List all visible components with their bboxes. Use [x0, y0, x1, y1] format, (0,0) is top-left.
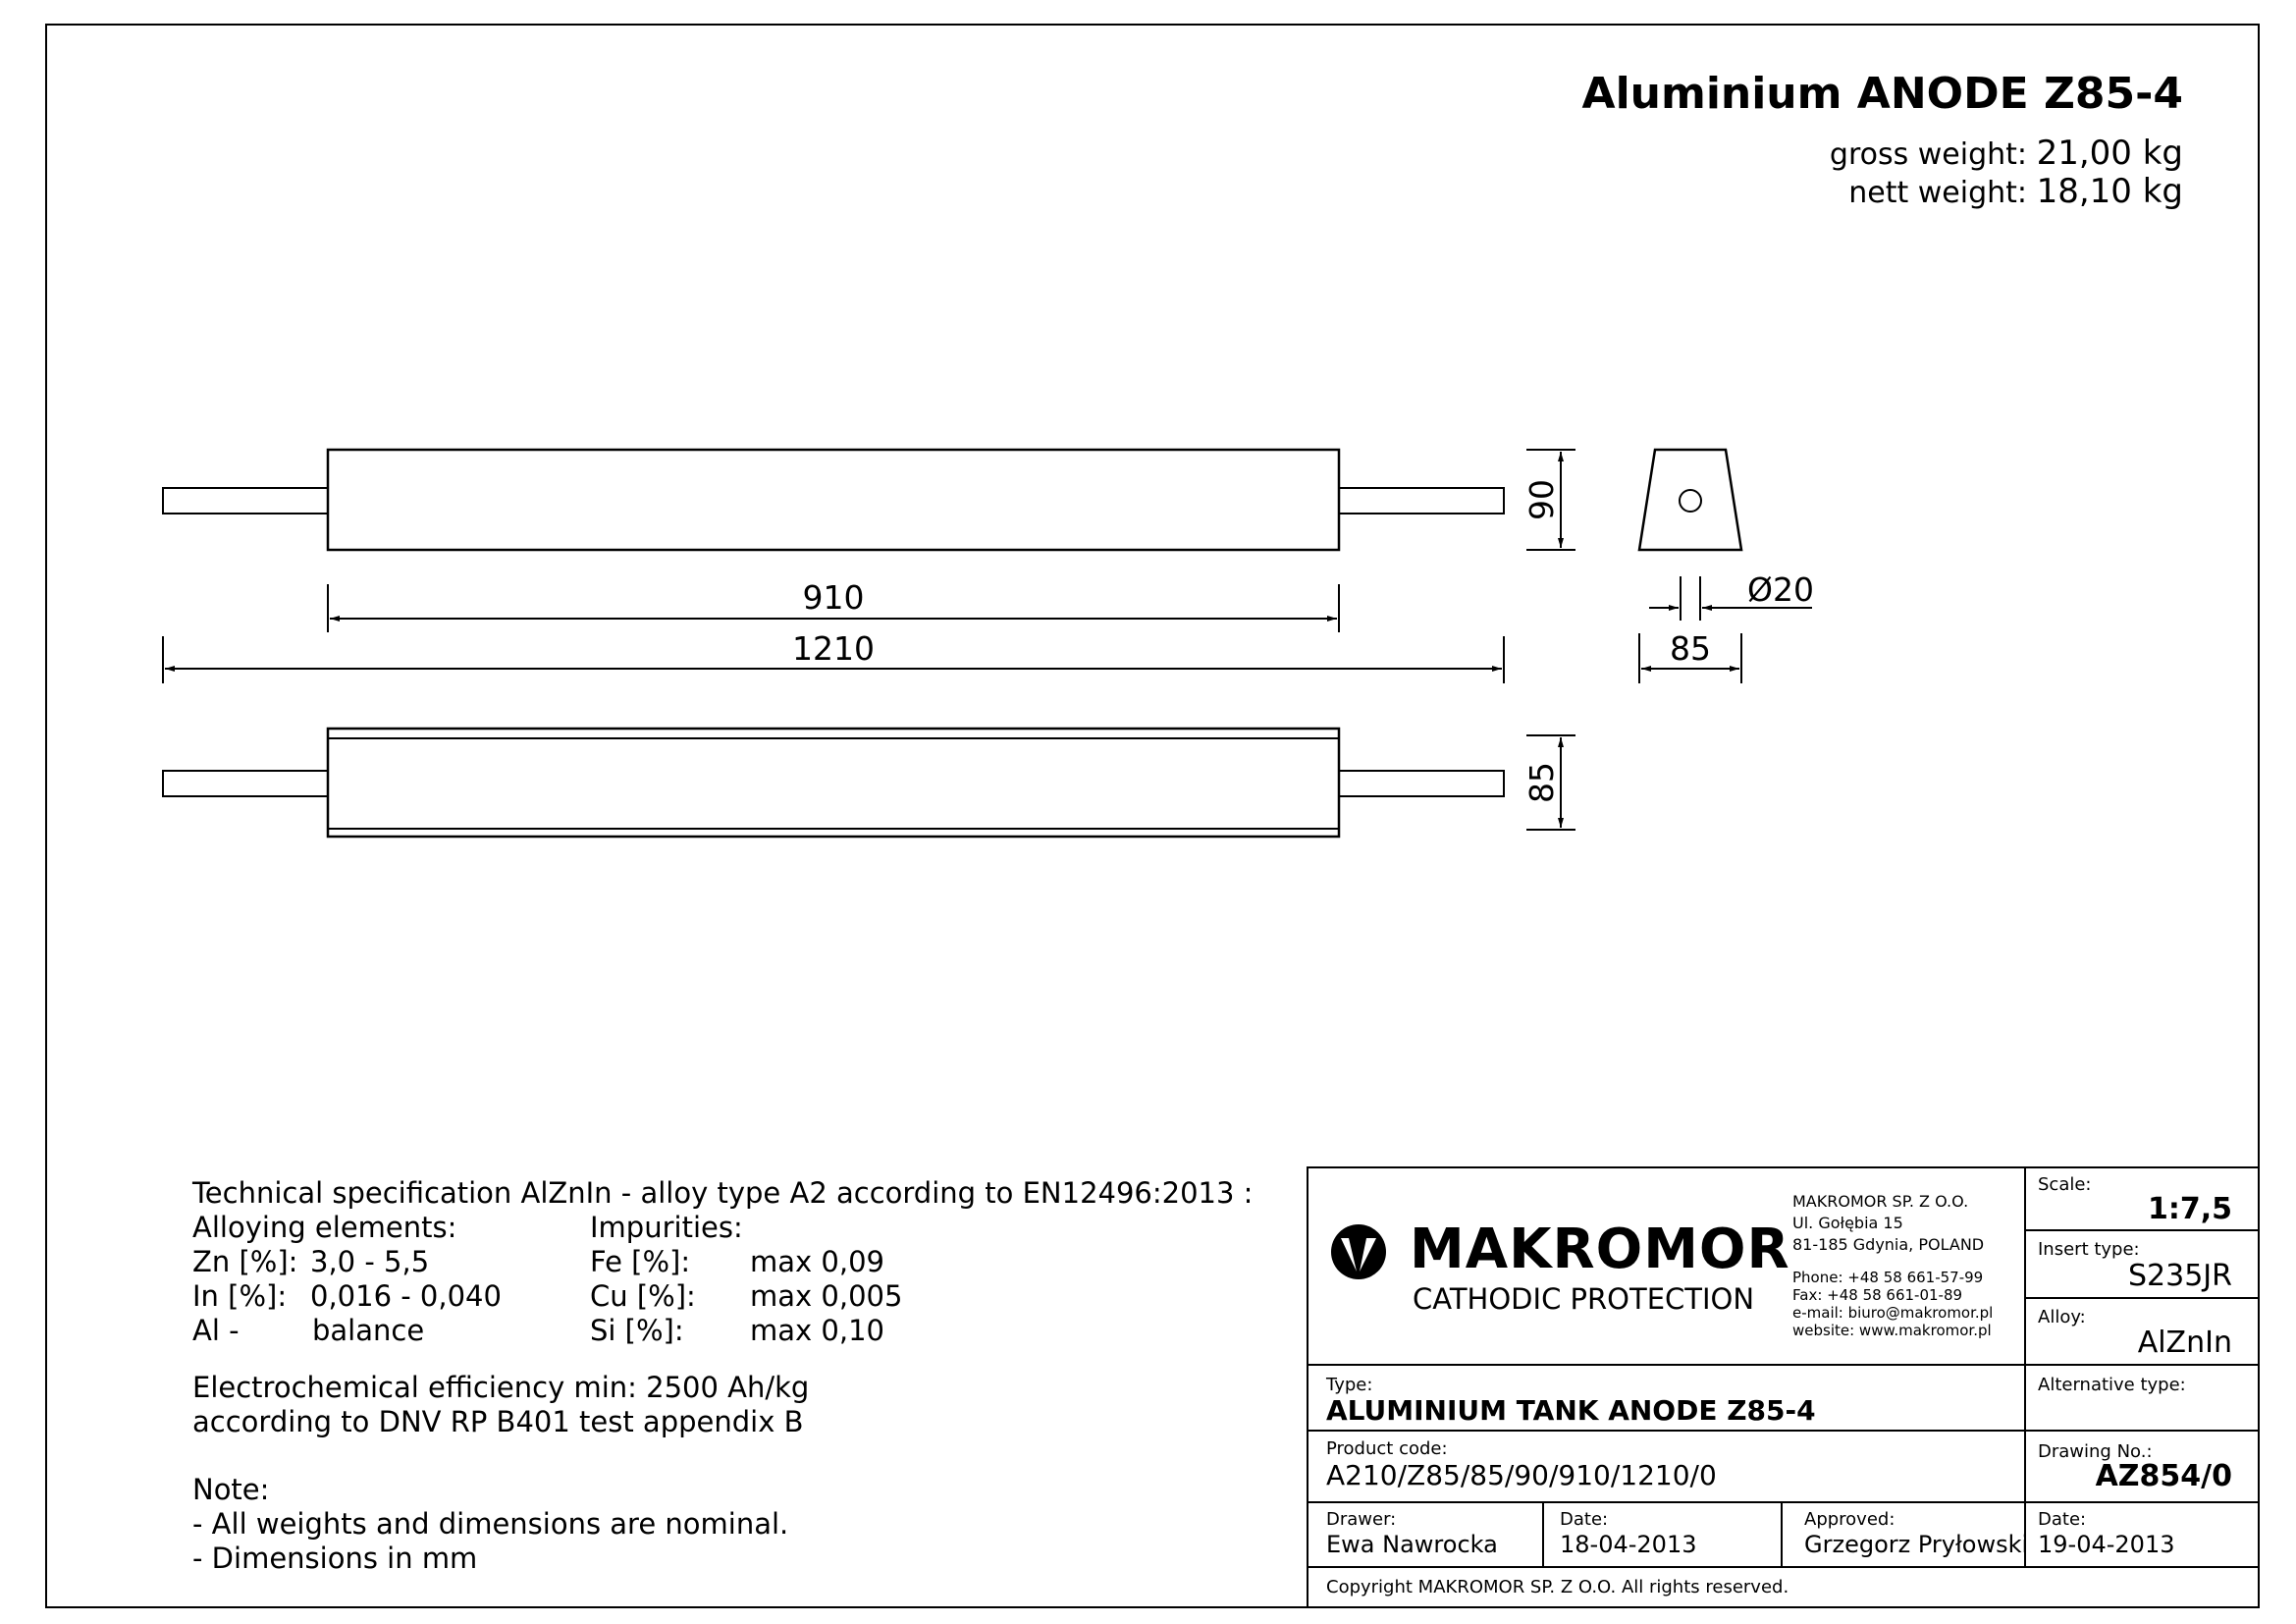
scale-label: Scale: — [2038, 1174, 2092, 1195]
efficiency-line-1: Electrochemical efficiency min: 2500 Ah/kg — [192, 1371, 810, 1404]
alloy-label: Alloy: — [2038, 1307, 2086, 1327]
website-line: website: www.makromor.pl — [1792, 1322, 1992, 1339]
tb-row-line-1 — [1307, 1364, 2260, 1366]
top-view-body — [328, 450, 1339, 550]
drawer-label: Drawer: — [1326, 1509, 1397, 1530]
dim-1210-label: 1210 — [792, 629, 875, 668]
alloy-value: AlZnIn — [2137, 1326, 2232, 1360]
top-view-core-left — [163, 488, 328, 514]
phone-line: Phone: +48 58 661-57-99 — [1792, 1269, 1984, 1286]
alloy-in-label: In [%]: — [192, 1279, 288, 1313]
drawing-no-value: AZ854/0 — [2095, 1459, 2232, 1493]
address-line-2: Ul. Gołębia 15 — [1792, 1214, 1903, 1232]
note-2: - Dimensions in mm — [192, 1542, 478, 1575]
alloy-al-value: balance — [312, 1314, 425, 1347]
dim-dia-label: Ø20 — [1747, 570, 1814, 609]
date1-label: Date: — [1560, 1509, 1609, 1530]
tb-border-top — [1307, 1166, 2260, 1168]
tb-border-left — [1307, 1166, 1308, 1608]
copyright: Copyright MAKROMOR SP. Z O.O. All rights reserved. — [1326, 1577, 1789, 1597]
title-block — [1307, 1166, 2260, 1608]
dim-910-label: 910 — [802, 578, 865, 617]
note-1: - All weights and dimensions are nominal. — [192, 1507, 789, 1541]
nett-weight-value: 18,10 kg — [2036, 172, 2183, 211]
alloy-zn-value: 3,0 - 5,5 — [310, 1245, 430, 1278]
alternative-type-label: Alternative type: — [2038, 1375, 2186, 1395]
type-value: ALUMINIUM TANK ANODE Z85-4 — [1326, 1394, 1816, 1427]
date2-value: 19-04-2013 — [2038, 1531, 2175, 1558]
dim-85v-label: 85 — [1522, 762, 1561, 803]
dim-90-label: 90 — [1522, 479, 1561, 520]
tb-row-line-4 — [1307, 1566, 2260, 1568]
product-code-value: A210/Z85/85/90/910/1210/0 — [1326, 1459, 1717, 1491]
impurity-si-value: max 0,10 — [750, 1314, 884, 1347]
alloy-al-label: Al - — [192, 1314, 240, 1347]
type-label: Type: — [1326, 1375, 1373, 1395]
gross-weight-value: 21,00 kg — [2036, 134, 2183, 173]
tb-right-line-2 — [2024, 1297, 2260, 1299]
scale-value: 1:7,5 — [2147, 1192, 2232, 1226]
address-line-3: 81-185 Gdynia, POLAND — [1792, 1235, 1985, 1254]
impurity-cu-value: max 0,005 — [750, 1279, 903, 1313]
address-line-1: MAKROMOR SP. Z O.O. — [1792, 1192, 1969, 1211]
tb-row-line-3 — [1307, 1501, 2260, 1503]
insert-type-value: S235JR — [2128, 1259, 2232, 1293]
product-code-label: Product code: — [1326, 1438, 1448, 1459]
fax-line: Fax: +48 58 661-01-89 — [1792, 1286, 1963, 1304]
bottom-view-body — [328, 729, 1339, 837]
bottom-view-core-right — [1339, 771, 1504, 796]
note-heading: Note: — [192, 1473, 270, 1506]
drawer-value: Ewa Nawrocka — [1326, 1531, 1498, 1558]
insert-type-label: Insert type: — [2038, 1239, 2140, 1260]
impurity-fe-label: Fe [%]: — [590, 1245, 691, 1278]
alloy-in-value: 0,016 - 0,040 — [310, 1279, 502, 1313]
nett-weight-label: nett weight: — [1848, 176, 2028, 210]
gross-weight-label: gross weight: — [1829, 137, 2028, 172]
impurity-si-label: Si [%]: — [590, 1314, 684, 1347]
drawing-title: Aluminium ANODE Z85-4 — [1581, 69, 2183, 119]
date2-label: Date: — [2038, 1509, 2087, 1530]
tb-col-right — [2024, 1166, 2026, 1568]
alloying-heading: Alloying elements: — [192, 1211, 457, 1244]
impurities-heading: Impurities: — [590, 1211, 743, 1244]
company-name: MAKROMOR — [1410, 1218, 1790, 1281]
email-line: e-mail: biuro@makromor.pl — [1792, 1304, 1994, 1322]
tb-col-drawer — [1542, 1501, 1544, 1568]
top-view-core-right — [1339, 488, 1504, 514]
cross-section — [1639, 450, 1741, 550]
efficiency-line-2: according to DNV RP B401 test appendix B — [192, 1405, 804, 1438]
dim-85h-label: 85 — [1670, 629, 1711, 668]
date1-value: 18-04-2013 — [1560, 1531, 1697, 1558]
approved-value: Grzegorz Pryłowski — [1804, 1531, 2029, 1558]
tb-col-approved — [1781, 1501, 1783, 1568]
drawing-no-label: Drawing No.: — [2038, 1441, 2153, 1462]
approved-label: Approved: — [1804, 1509, 1896, 1530]
alloy-zn-label: Zn [%]: — [192, 1245, 298, 1278]
impurity-cu-label: Cu [%]: — [590, 1279, 696, 1313]
tb-right-line-1 — [2024, 1229, 2260, 1231]
tb-row-line-2 — [1307, 1430, 2260, 1432]
makromor-logo-icon — [1329, 1220, 1388, 1283]
company-tagline: CATHODIC PROTECTION — [1413, 1282, 1755, 1316]
impurity-fe-value: max 0,09 — [750, 1245, 884, 1278]
bottom-view-core-left — [163, 771, 328, 796]
spec-heading: Technical specification AlZnIn - alloy type A2 according to EN12496:2013 : — [192, 1176, 1254, 1210]
core-hole — [1680, 490, 1701, 512]
